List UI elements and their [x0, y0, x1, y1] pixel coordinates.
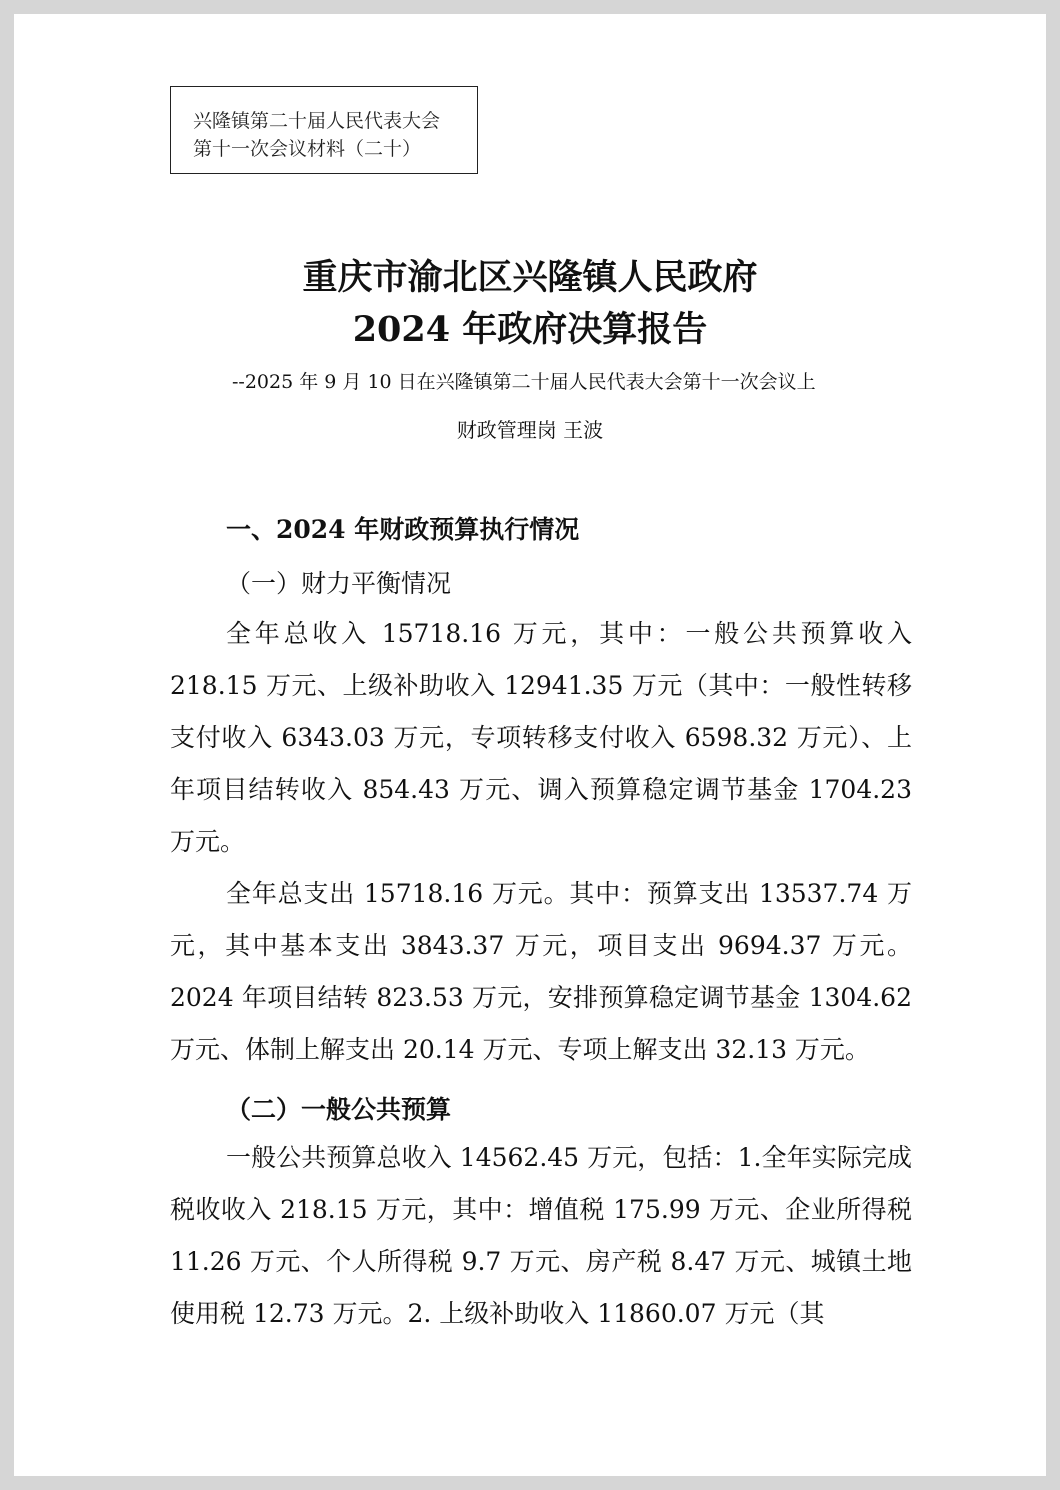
- paragraph-general-budget: 一般公共预算总收入 14562.45 万元，包括：1.全年实际完成税收收入 218.15 万元，其中：增值税 175.99 万元、企业所得税 11.26 万元、个人所得税 9.7 万元、房产税 8.47 万元、城镇土地使用税 12.73 万元。2. 上级补助收入 11860.07 万元（其: [170, 1143, 912, 1328]
- label-line-1: 兴隆镇第二十届人民代表大会: [193, 110, 441, 132]
- paragraph-total-income: 全年总收入 15718.16 万元，其中：一般公共预算收入 218.15 万元、上级补助收入 12941.35 万元（其中：一般性转移支付收入 6343.03 万元，专项转移支付收入 6598.32 万元）、上年项目结转收入 854.43 万元、调入预算稳定调节基金 1704.23 万元。: [170, 619, 912, 856]
- document-title-line-1: 重庆市渝北区兴隆镇人民政府: [302, 257, 758, 298]
- document-page: [14, 14, 1046, 1476]
- document-title-line-2: 2024 年政府决算报告: [352, 309, 708, 350]
- reporter-line: 财政管理岗 王波: [456, 418, 604, 442]
- meeting-subtitle: --2025 年 9 月 10 日在兴隆镇第二十届人民代表大会第十一次会议上: [232, 371, 816, 393]
- subsection-heading-1: （一）财力平衡情况: [226, 569, 452, 598]
- meeting-material-label: [170, 86, 478, 174]
- label-line-2: 第十一次会议材料（二十）: [193, 138, 422, 160]
- paragraph-total-expenditure: 全年总支出 15718.16 万元。其中：预算支出 13537.74 万元，其中基本支出 3843.37 万元，项目支出 9694.37 万元。2024 年项目结转 823.53 万元，安排预算稳定调节基金 1304.62 万元、体制上解支出 20.14 万元、专项上解支出 32.13 万元。: [170, 879, 912, 1064]
- section-heading-1: 一、2024 年财政预算执行情况: [226, 515, 580, 544]
- subsection-heading-2: （二）一般公共预算: [226, 1095, 452, 1124]
